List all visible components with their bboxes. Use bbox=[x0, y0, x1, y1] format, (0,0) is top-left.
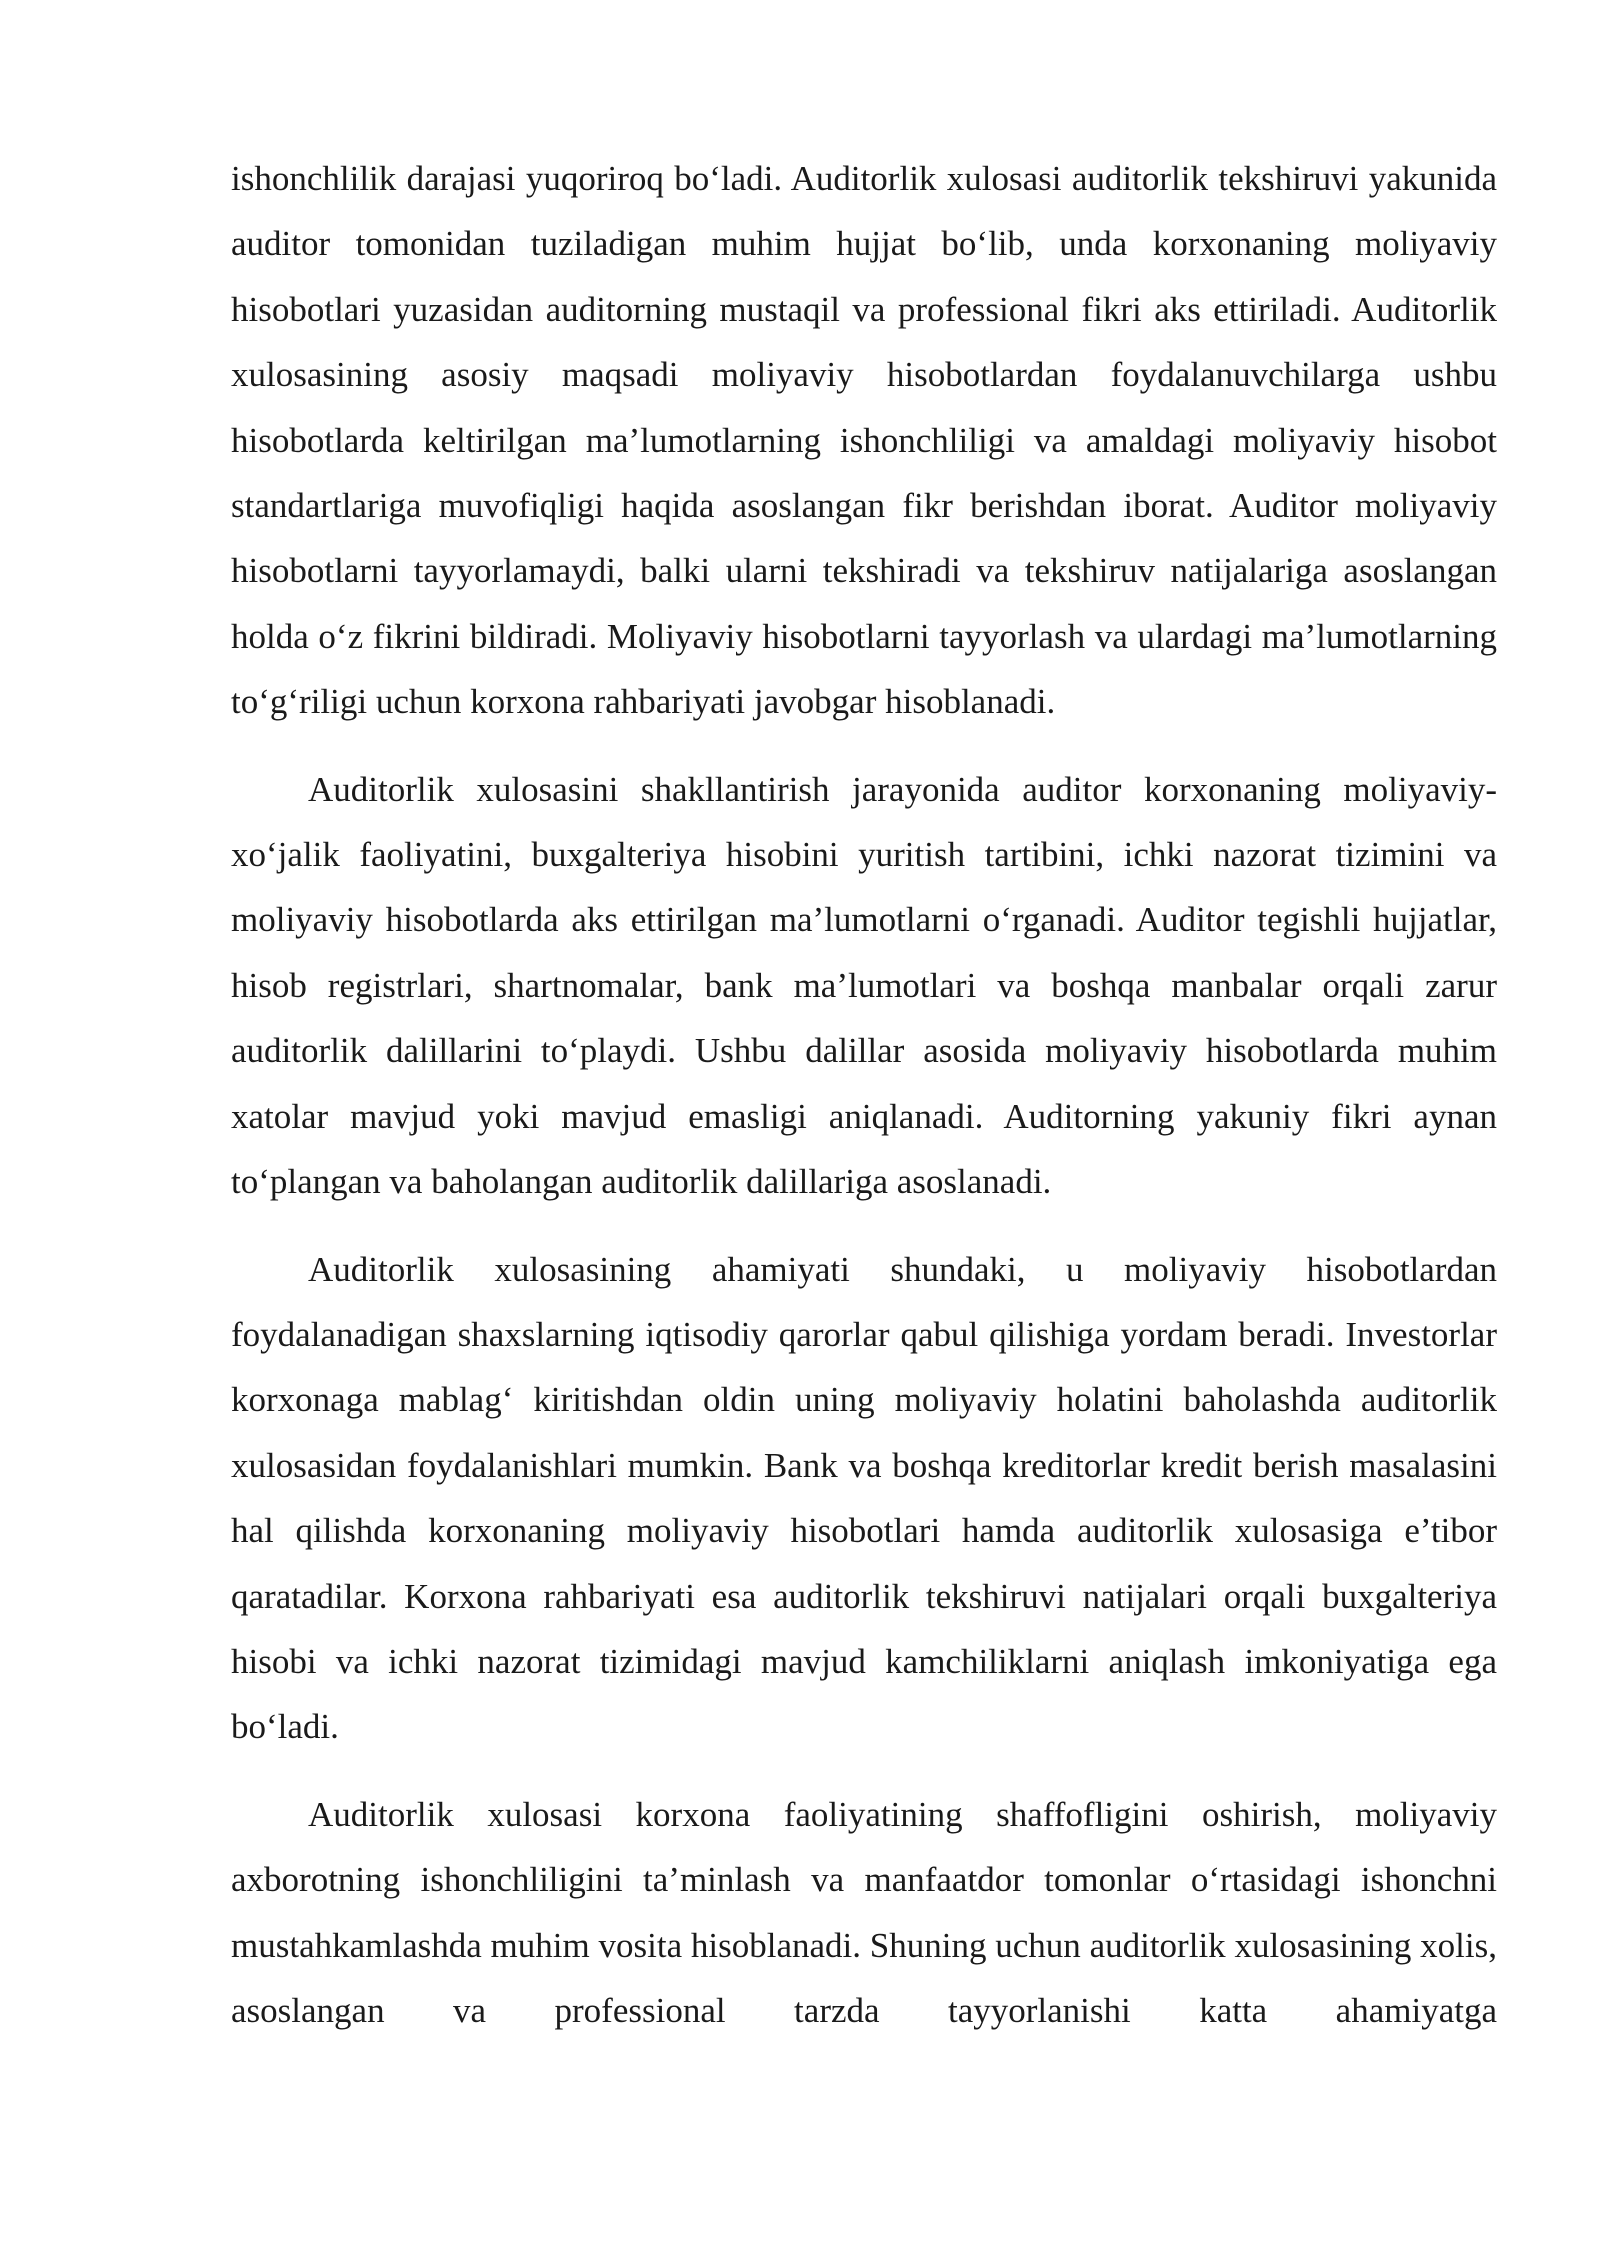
document-body bbox=[231, 146, 1497, 2065]
paragraph-4: Auditorlik xulosasi korxona faoliyatining shaffofligini oshirish, moliyaviy axborotning ishonchliligini ta’minlash va manfaatdor tomonlar o‘rtasidagi ishonchni mustahkamlashda muhim vosita hisoblanadi. Shuning uchun auditorlik xulosasining xolis, asoslangan va professional tarzda tayyorlanishi katta ahamiyatga bbox=[231, 1794, 1497, 2030]
paragraph-3: Auditorlik xulosasining ahamiyati shundaki, u moliyaviy hisobotlardan foydalanadigan shaxslarning iqtisodiy qarorlar qabul qilishiga yordam beradi. Investorlar korxonaga mablag‘ kiritishdan oldin uning moliyaviy holatini baholashda auditorlik xulosasidan foydalanishlari mumkin. Bank va boshqa kreditorlar kredit berish masalasini hal qilishda korxonaning moliyaviy hisobotlari hamda auditorlik xulosasiga e’tibor qaratadilar. Korxona rahbariyati esa auditorlik tekshiruvi natijalari orqali buxgalteriya hisobi va ichki nazorat tizimidagi mavjud kamchiliklarni aniqlash imkoniyatiga ega bo‘ladi. bbox=[231, 1249, 1497, 1747]
paragraph-2: Auditorlik xulosasini shakllantirish jarayonida auditor korxonaning moliyaviy-xo‘jalik faoliyatini, buxgalteriya hisobini yuritish tartibini, ichki nazorat tizimini va moliyaviy hisobotlarda aks ettirilgan ma’lumotlarni o‘rganadi. Auditor tegishli hujjatlar, hisob registrlari, shartnomalar, bank ma’lumotlari va boshqa manbalar orqali zarur auditorlik dalillarini to‘playdi. Ushbu dalillar asosida moliyaviy hisobotlarda muhim xatolar mavjud yoki mavjud emasligi aniqlanadi. Auditorning yakuniy fikri aynan to‘plangan va baholangan auditorlik dalillariga asoslanadi. bbox=[231, 769, 1497, 1202]
paragraph-1: ishonchlilik darajasi yuqoriroq bo‘ladi. Auditorlik xulosasi auditorlik tekshiruvi yakunida auditor tomonidan tuziladigan muhim hujjat bo‘lib, unda korxonaning moliyaviy hisobotlari yuzasidan auditorning mustaqil va professional fikri aks ettiriladi. Auditorlik xulosasining asosiy maqsadi moliyaviy hisobotlardan foydalanuvchilarga ushbu hisobotlarda keltirilgan ma’lumotlarning ishonchliligi va amaldagi moliyaviy hisobot standartlariga muvofiqligi haqida asoslangan fikr berishdan iborat. Auditor moliyaviy hisobotlarni tayyorlamaydi, balki ularni tekshiradi va tekshiruv natijalariga asoslangan holda o‘z fikrini bildiradi. Moliyaviy hisobotlarni tayyorlash va ulardagi ma’lumotlarning to‘g‘riligi uchun korxona rahbariyati javobgar hisoblanadi. bbox=[231, 159, 1497, 722]
